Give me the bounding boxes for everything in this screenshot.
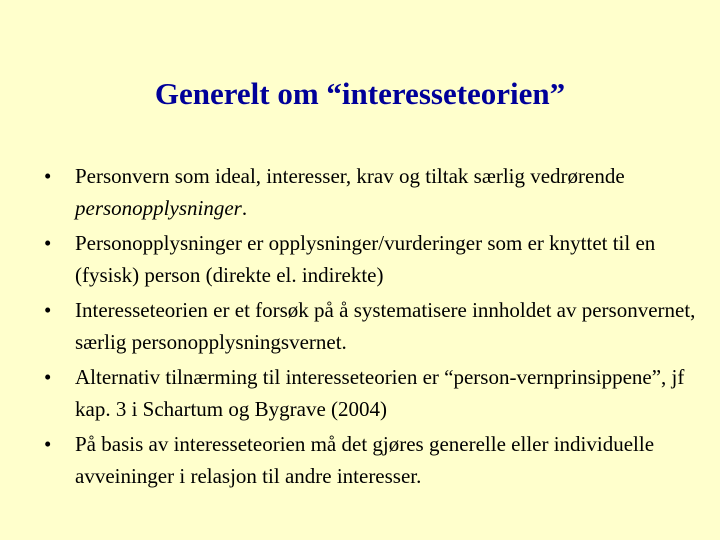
- bullet-dot-icon: •: [44, 298, 52, 322]
- bullet-text-main: Personvern som ideal, interesser, krav og tiltak særlig vedrørende: [75, 164, 625, 188]
- bullet-item: [44, 160, 704, 224]
- bullet-item: [44, 428, 704, 492]
- bullet-item: [44, 294, 704, 358]
- bullet-list: [44, 160, 704, 495]
- bullet-item: [44, 227, 704, 291]
- bullet-text: Alternativ tilnærming til interesseteorien er “person-vernprinsippene”, jf kap. 3 i Schartum og Bygrave (2004): [75, 365, 685, 421]
- bullet-dot-icon: •: [44, 164, 52, 188]
- bullet-dot-icon: •: [44, 432, 52, 456]
- bullet-text: [75, 160, 704, 224]
- slide-title: Generelt om “interesseteorien”: [154, 76, 566, 111]
- bullet-text: På basis av interesseteorien må det gjøres generelle eller individuelle avveininger i relasjon til andre interesser.: [75, 432, 655, 488]
- bullet-text-italic: personopplysninger: [75, 196, 242, 220]
- bullet-dot-icon: •: [44, 231, 52, 255]
- bullet-text-end: .: [241, 196, 248, 220]
- bullet-text: Personopplysninger er opplysninger/vurderinger som er knyttet til en (fysisk) person (direkte el. indirekte): [75, 231, 656, 287]
- bullet-dot-icon: •: [44, 365, 52, 389]
- bullet-item: [44, 361, 704, 425]
- bullet-text: Interesseteorien er et forsøk på å systematisere innholdet av personvernet, særlig personopplysningsvernet.: [75, 298, 696, 354]
